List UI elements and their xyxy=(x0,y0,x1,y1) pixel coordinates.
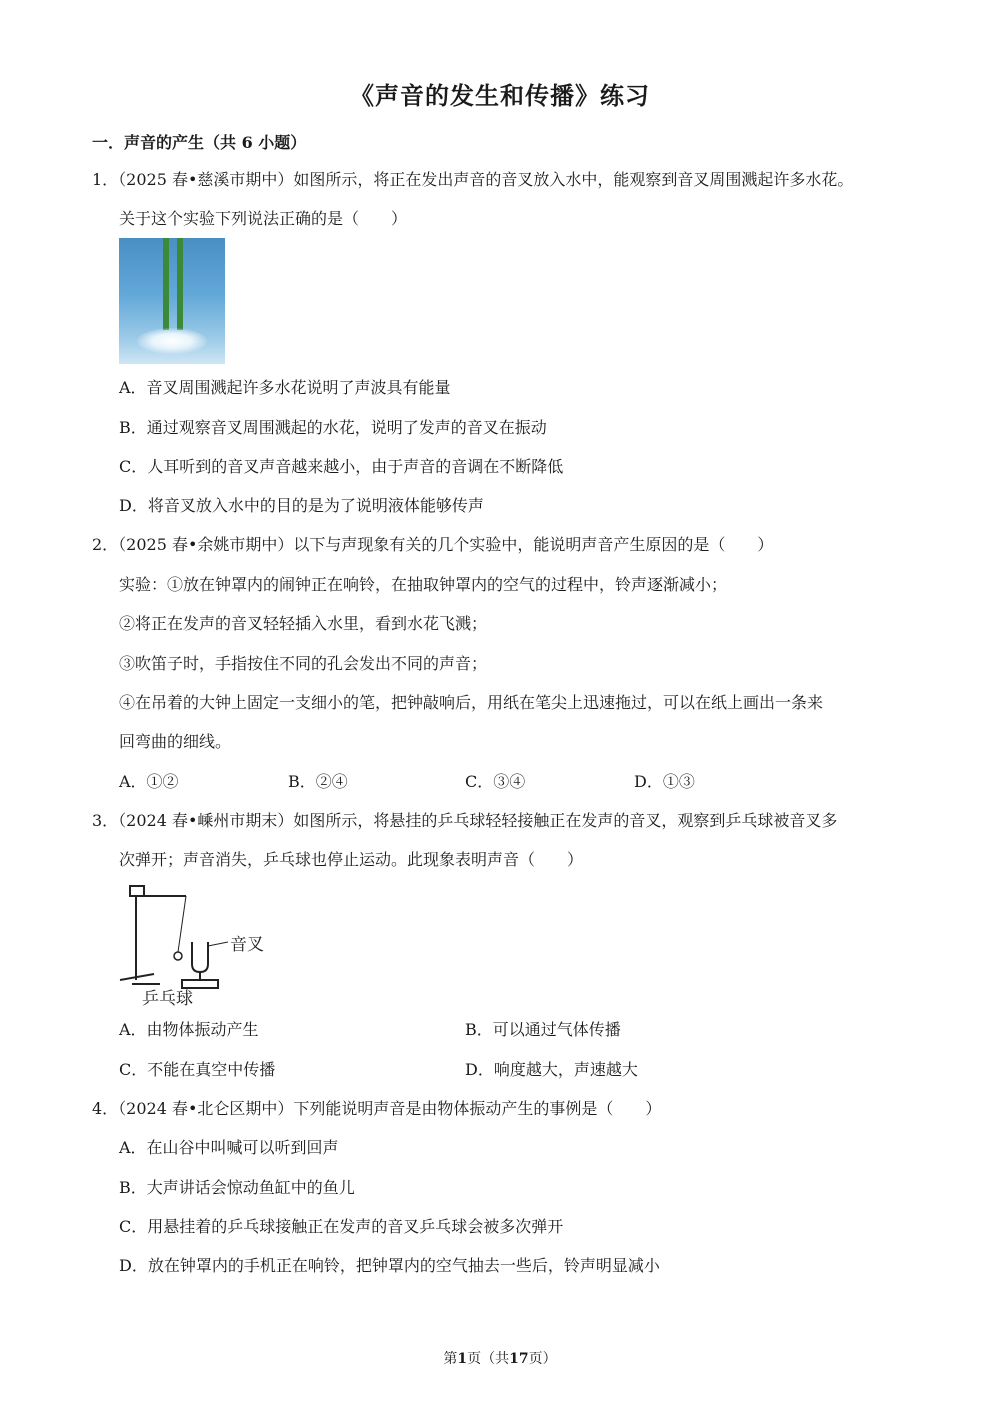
question-2-stem-line-1: 2．（2025 春•余姚市期中）以下与声现象有关的几个实验中，能说明声音产生原因的是（ ） xyxy=(92,535,774,554)
question-3-stem-line-1: 3．（2024 春•嵊州市期末）如图所示，将悬挂的乒乓球轻轻接触正在发声的音叉，观察到乒乓球被音叉多 xyxy=(92,811,838,830)
document-title: 《声音的发生和传播》练习 xyxy=(350,81,650,110)
question-1-option-b: B．通过观察音叉周围溅起的水花，说明了发声的音叉在振动 xyxy=(119,418,547,437)
question-2-option-a: A．①② xyxy=(119,772,179,791)
question-1-stem-line-1: 1．（2025 春•慈溪市期中）如图所示，将正在发出声音的音叉放入水中，能观察到音叉周围溅起许多水花。 xyxy=(92,170,854,189)
question-1-option-c: C．人耳听到的音叉声音越来越小，由于声音的音调在不断降低 xyxy=(119,457,564,476)
question-3-option-b: B．可以通过气体传播 xyxy=(465,1020,621,1039)
water-splash xyxy=(137,328,207,354)
pingpong-ball xyxy=(174,952,182,960)
fork-label-pointer xyxy=(208,942,228,946)
stand-clamp xyxy=(130,886,144,896)
tuning-fork-in-water-photo xyxy=(119,238,225,364)
question-2-stem-line-3: ②将正在发声的音叉轻轻插入水里，看到水花飞溅； xyxy=(119,614,488,633)
question-3-option-a: A．由物体振动产生 xyxy=(119,1020,259,1039)
question-1-stem-line-2: 关于这个实验下列说法正确的是（ ） xyxy=(119,209,408,228)
question-4-option-a: A．在山谷中叫喊可以听到回声 xyxy=(119,1138,339,1157)
question-3-option-c: C．不能在真空中传播 xyxy=(119,1060,276,1079)
question-2-option-c: C．③④ xyxy=(465,772,526,791)
question-1-option-a: A．音叉周围溅起许多水花说明了声波具有能量 xyxy=(119,378,451,397)
label-tuning-fork: 音叉 xyxy=(230,935,264,955)
section-heading: 一．声音的产生（共 6 小题） xyxy=(92,133,307,152)
question-4-option-c: C．用悬挂着的乒乓球接触正在发声的音叉乒乓球会被多次弹开 xyxy=(119,1217,564,1236)
thread xyxy=(178,896,186,952)
question-2-stem-line-2: 实验：①放在钟罩内的闹钟正在响铃，在抽取钟罩内的空气的过程中，铃声逐渐减小； xyxy=(119,575,728,594)
question-2-stem-line-5: ④在吊着的大钟上固定一支细小的笔，把钟敲响后，用纸在笔尖上迅速拖过，可以在纸上画出一条来 xyxy=(119,693,824,712)
footer-suffix: 页） xyxy=(528,1351,557,1367)
question-4-option-b: B．大声讲话会惊动鱼缸中的鱼儿 xyxy=(119,1178,355,1197)
footer-page-number: 1 xyxy=(457,1351,468,1367)
label-pingpong-ball: 乒乓球 xyxy=(142,989,193,1009)
question-1-option-d: D．将音叉放入水中的目的是为了说明液体能够传声 xyxy=(119,496,484,515)
question-2-option-b: B．②④ xyxy=(288,772,348,791)
question-2-option-d: D．①③ xyxy=(634,772,695,791)
question-3-option-d: D．响度越大，声速越大 xyxy=(465,1060,638,1079)
question-2-stem-line-6: 回弯曲的细线。 xyxy=(119,732,232,751)
tuning-fork-base xyxy=(182,980,218,988)
footer-total-pages: 17 xyxy=(509,1351,529,1367)
tuning-fork-prong-right xyxy=(177,238,183,330)
page-footer xyxy=(0,1348,1000,1368)
footer-middle: 页（共 xyxy=(467,1351,510,1367)
tuning-fork-shape xyxy=(192,942,208,972)
tuning-fork-prong-left xyxy=(163,238,169,330)
footer-prefix: 第 xyxy=(443,1351,458,1367)
question-4-option-d: D．放在钟罩内的手机正在响铃，把钟罩内的空气抽去一些后，铃声明显减小 xyxy=(119,1256,660,1275)
pingpong-tuning-fork-diagram xyxy=(112,880,292,1010)
question-4-stem: 4．（2024 春•北仑区期中）下列能说明声音是由物体振动产生的事例是（ ） xyxy=(92,1099,662,1118)
question-3-stem-line-2: 次弹开；声音消失，乒乓球也停止运动。此现象表明声音（ ） xyxy=(119,850,584,869)
question-2-stem-line-4: ③吹笛子时，手指按住不同的孔会发出不同的声音； xyxy=(119,654,488,673)
